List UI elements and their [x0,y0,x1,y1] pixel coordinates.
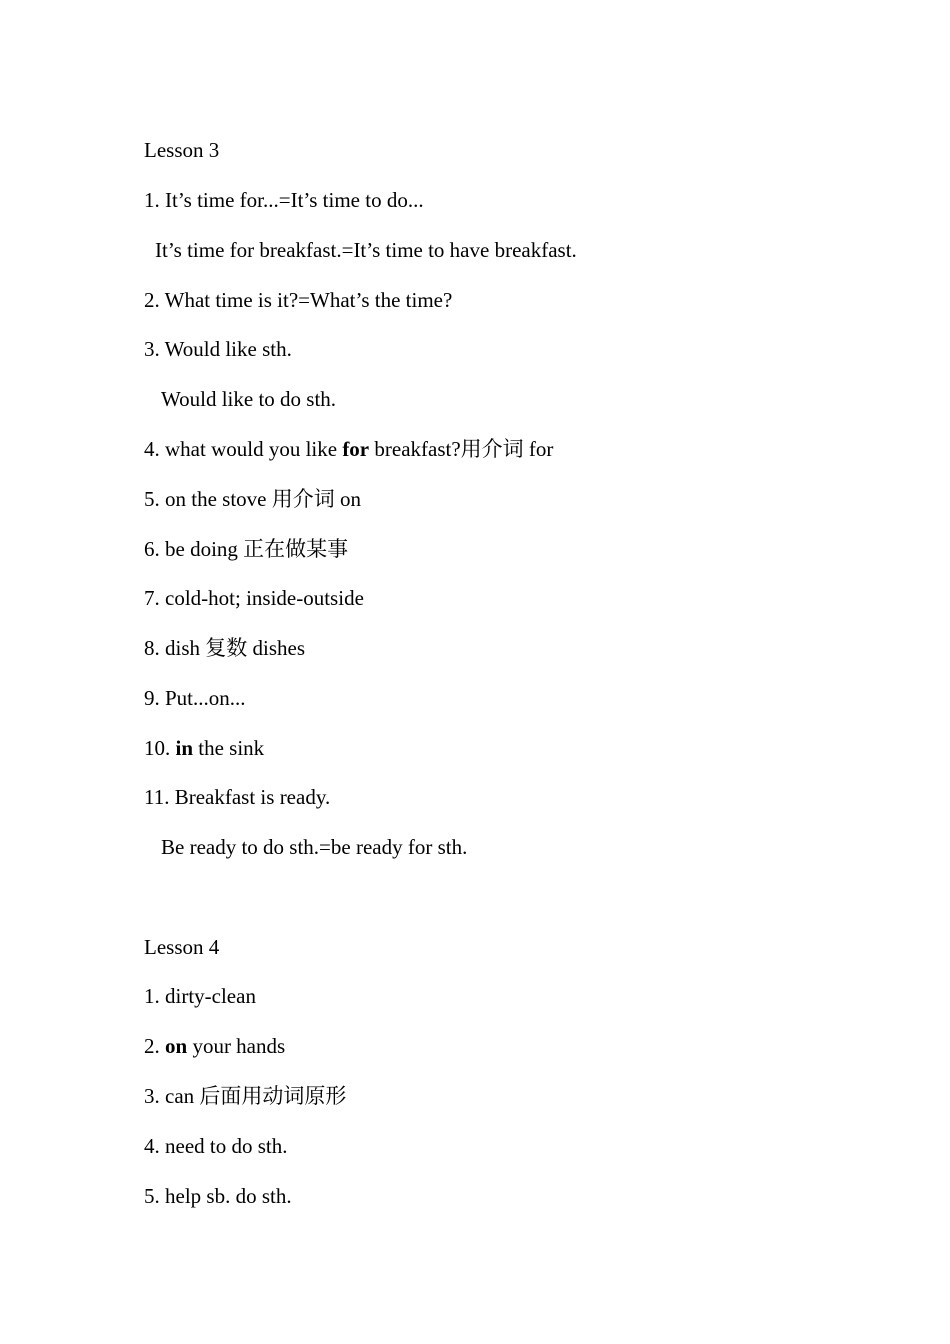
lesson3-item-10-pre: 10. [144,736,176,760]
lesson3-item-10 [144,735,264,761]
lesson3-item-11-sub: Be ready to do sth.=be ready for sth. [161,835,468,859]
lesson3-item-2: 2. What time is it?=What’s the time? [144,288,453,312]
lesson3-item-1: 1. It’s time for...=It’s time to do... [144,188,424,212]
lesson3-item-7: 7. cold-hot; inside-outside [144,586,364,610]
lesson4-item-5: 5. help sb. do sth. [144,1184,292,1208]
lesson4-heading: Lesson 4 [144,935,220,959]
lesson3-item-4-post: breakfast?用介词 for [369,437,554,461]
lesson4-item-3: 3. can 后面用动词原形 [144,1084,347,1108]
lesson4-item-2-pre: 2. [144,1034,165,1058]
lesson3-item-5: 5. on the stove 用介词 on [144,487,361,511]
lesson4-item-1: 1. dirty-clean [144,984,256,1008]
lesson4-item-4: 4. need to do sth. [144,1134,288,1158]
lesson3-item-10-bold: in [175,736,194,760]
lesson3-item-3-sub: Would like to do sth. [161,387,337,411]
lesson3-item-1-example: It’s time for breakfast.=It’s time to have breakfast. [155,238,577,262]
lesson3-item-10-post: the sink [193,736,265,760]
lesson4-item-2-post: your hands [187,1034,286,1058]
lesson3-heading: Lesson 3 [144,138,220,162]
lesson3-item-11: 11. Breakfast is ready. [144,785,331,809]
lesson3-item-6: 6. be doing 正在做某事 [144,537,349,561]
lesson3-item-4 [144,436,553,462]
lesson3-item-8: 8. dish 复数 dishes [144,636,306,660]
lesson4-item-2-bold: on [165,1034,188,1058]
lesson3-item-4-bold: for [342,437,370,461]
lesson3-item-4-pre: 4. what would you like [144,437,343,461]
lesson3-item-9: 9. Put...on... [144,686,246,710]
lesson3-item-3: 3. Would like sth. [144,337,292,361]
lesson4-item-2 [144,1033,285,1059]
